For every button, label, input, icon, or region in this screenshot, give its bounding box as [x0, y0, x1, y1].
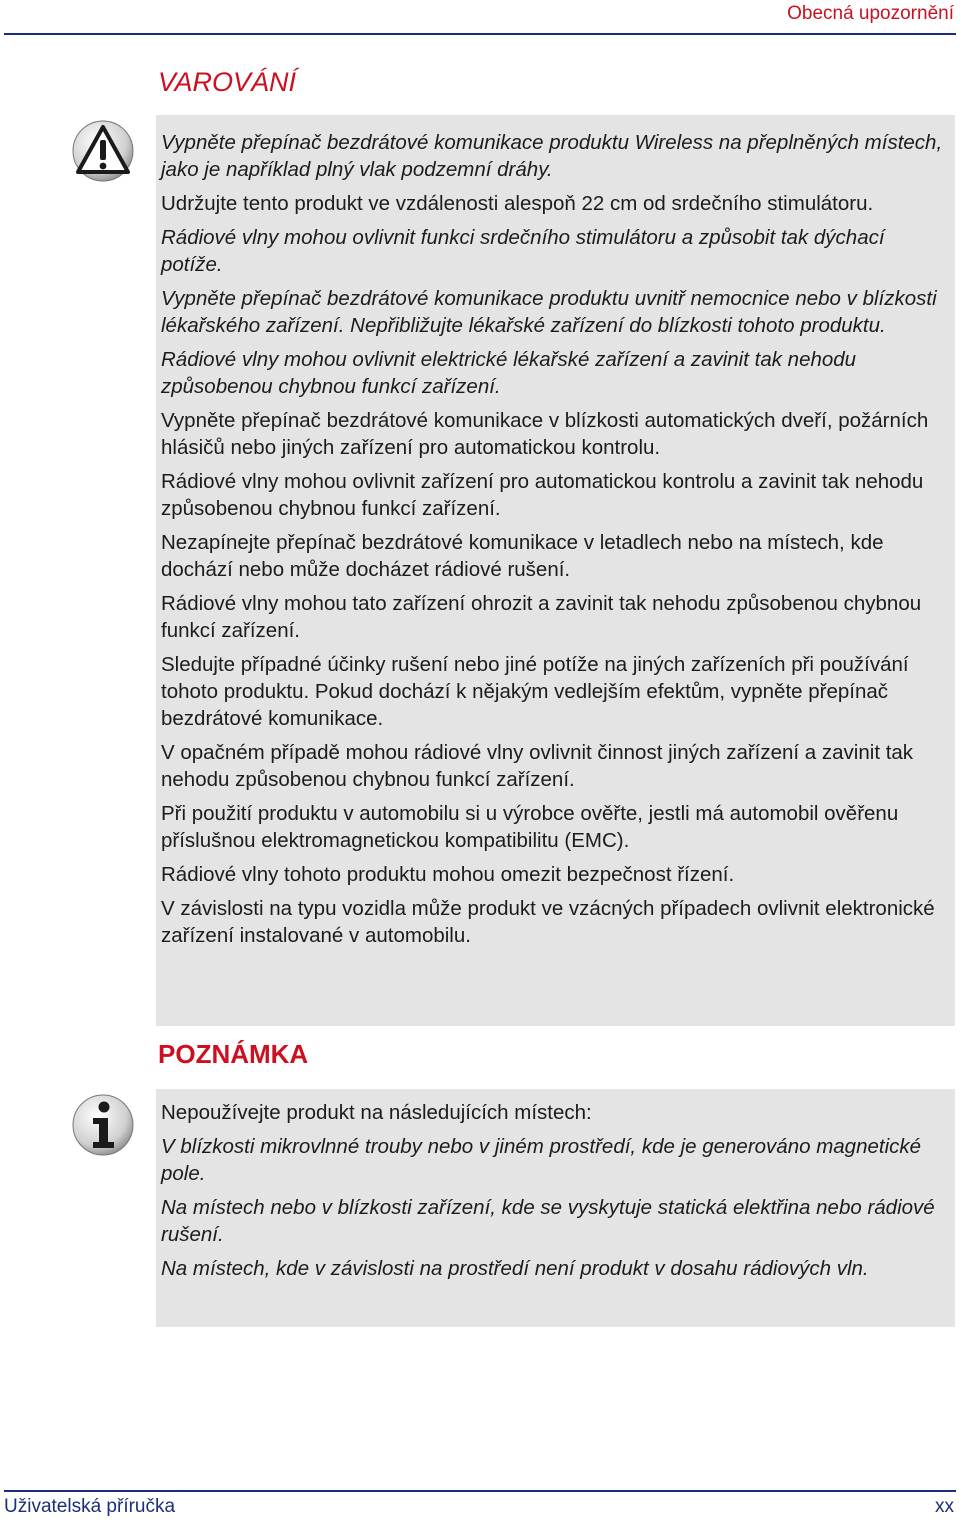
- warning-box: [156, 115, 955, 1026]
- header-rule: [4, 33, 956, 35]
- warning-triangle-icon: [72, 120, 134, 187]
- page-number: xx: [935, 1496, 954, 1517]
- warning-paragraph: V závislosti na typu vozidla může produkt ve vzácných případech ovlivnit elektronické zařízení instalované v automobilu.: [161, 897, 935, 947]
- warning-paragraph: Udržujte tento produkt ve vzdálenosti alespoň 22 cm od srdečního stimulátoru.: [161, 192, 874, 215]
- note-paragraph: Na místech, kde v závislosti na prostředí není produkt v dosahu rádiových vln.: [161, 1257, 869, 1280]
- warning-paragraph: Vypněte přepínač bezdrátové komunikace v blízkosti automatických dveří, požárních hlásičů nebo jiných zařízení pro automatickou kontrolu.: [161, 409, 929, 459]
- warning-paragraph: Vypněte přepínač bezdrátové komunikace produktu uvnitř nemocnice nebo v blízkosti lékařského zařízení. Nepřibližujte lékařské zařízení do blízkosti tohoto produktu.: [161, 287, 937, 337]
- info-icon: [72, 1094, 134, 1161]
- warning-paragraph: Nezapínejte přepínač bezdrátové komunikace v letadlech nebo na místech, kde dochází nebo může docházet rádiové rušení.: [161, 531, 884, 581]
- warning-paragraph: V opačném případě mohou rádiové vlny ovlivnit činnost jiných zařízení a zavinit tak nehodu způsobenou chybnou funkcí zařízení.: [161, 741, 914, 791]
- warning-paragraph: Rádiové vlny mohou ovlivnit elektrické lékařské zařízení a zavinit tak nehodu způsobenou chybnou funkcí zařízení.: [161, 348, 857, 398]
- running-title: Obecná upozornění: [787, 3, 954, 24]
- warning-paragraph: Sledujte případné účinky rušení nebo jiné potíže na jiných zařízeních při používání tohoto produktu. Pokud dochází k nějakým vedlejším efektům, vypněte přepínač bezdrátové komunikace.: [161, 653, 909, 730]
- note-heading: POZNÁMKA: [158, 1039, 309, 1069]
- warning-paragraph: Rádiové vlny mohou ovlivnit funkci srdečního stimulátoru a způsobit tak dýchací potíže.: [161, 226, 885, 276]
- note-paragraph: Na místech nebo v blízkosti zařízení, kde se vyskytuje statická elektřina nebo rádiové rušení.: [161, 1196, 935, 1246]
- note-box: [156, 1089, 955, 1327]
- warning-paragraph: Rádiové vlny mohou ovlivnit zařízení pro automatickou kontrolu a zavinit tak nehodu způsobenou chybnou funkcí zařízení.: [161, 470, 924, 520]
- warning-paragraph: Rádiové vlny mohou tato zařízení ohrozit a zavinit tak nehodu způsobenou chybnou funkcí zařízení.: [161, 592, 922, 642]
- note-paragraph: V blízkosti mikrovlnné trouby nebo v jiném prostředí, kde je generováno magnetické pole.: [161, 1135, 922, 1185]
- warning-heading: VAROVÁNÍ: [158, 67, 297, 97]
- note-paragraph: Nepoužívejte produkt na následujících místech:: [161, 1101, 592, 1124]
- warning-paragraph: Při použití produktu v automobilu si u výrobce ověřte, jestli má automobil ověřenu příslušnou elektromagnetickou kompatibilitu (EMC).: [161, 802, 899, 852]
- warning-paragraph: Vypněte přepínač bezdrátové komunikace produktu Wireless na přeplněných místech, jako je například plný vlak podzemní dráhy.: [161, 131, 943, 181]
- footer-book-title: Uživatelská příručka: [4, 1496, 176, 1517]
- warning-paragraph: Rádiové vlny tohoto produktu mohou omezit bezpečnost řízení.: [161, 863, 735, 886]
- footer-rule: [4, 1490, 956, 1492]
